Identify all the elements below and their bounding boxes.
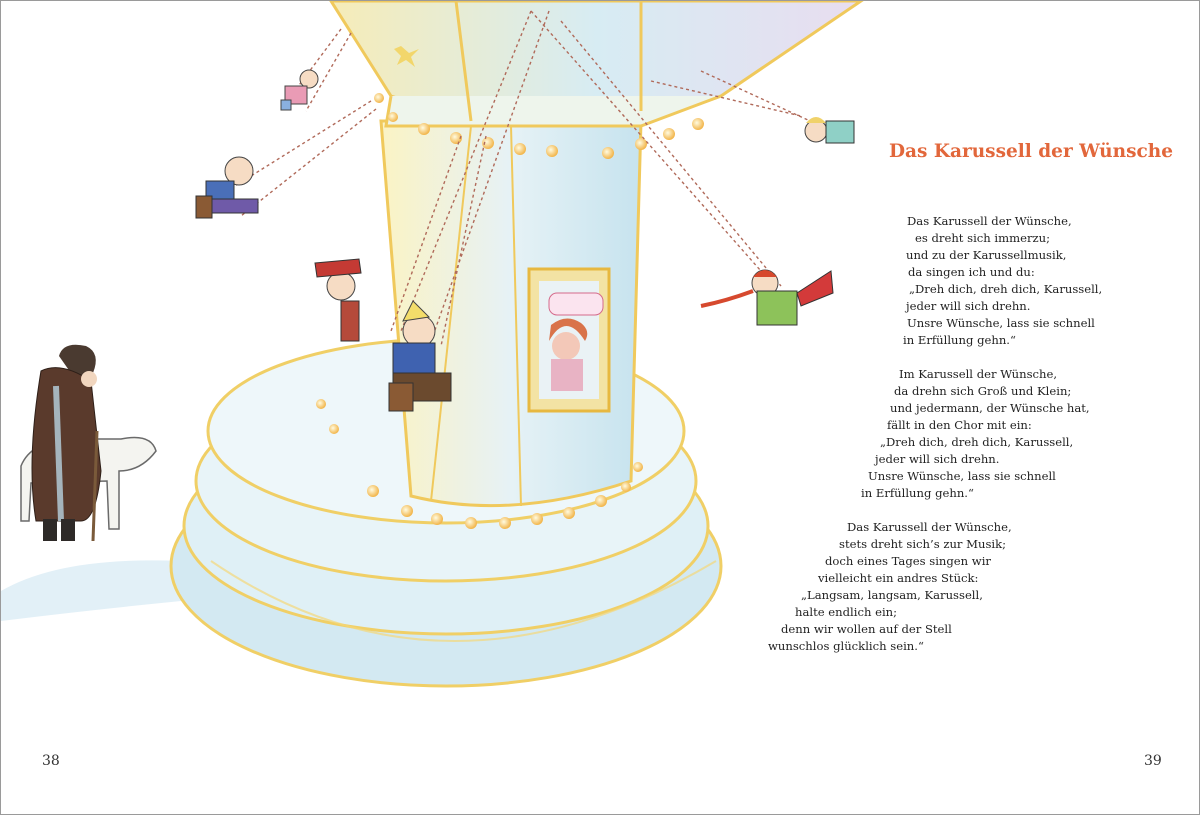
poem-line: Das Karussell der Wünsche, bbox=[847, 520, 1012, 534]
poem-line: „Dreh dich, dreh dich, Karussell, bbox=[880, 435, 1074, 449]
poem-body bbox=[1, 1, 1200, 815]
page-number-right: 39 bbox=[1144, 753, 1162, 769]
poem-line: denn wir wollen auf der Stell bbox=[781, 622, 952, 636]
poem-line: da singen ich und du: bbox=[908, 265, 1035, 279]
poem-line: stets dreht sich’s zur Musik; bbox=[839, 537, 1007, 551]
poem-line: jeder will sich drehn. bbox=[906, 299, 1031, 313]
poem-line: „Dreh dich, dreh dich, Karussell, bbox=[909, 282, 1103, 296]
page-number-left: 38 bbox=[42, 753, 60, 769]
poem-line: halte endlich ein; bbox=[795, 605, 898, 619]
poem-line: vielleicht ein andres Stück: bbox=[818, 571, 979, 585]
poem-line: in Erfüllung gehn.“ bbox=[861, 486, 974, 500]
poem-line: „Langsam, langsam, Karussell, bbox=[801, 588, 983, 602]
poem-line: jeder will sich drehn. bbox=[875, 452, 1000, 466]
poem-line: da drehn sich Groß und Klein; bbox=[894, 384, 1072, 398]
poem-line: und zu der Karussellmusik, bbox=[906, 248, 1067, 262]
poem-line: Unsre Wünsche, lass sie schnell bbox=[868, 469, 1056, 483]
poem-line: es dreht sich immerzu; bbox=[915, 231, 1051, 245]
poem-line: Im Karussell der Wünsche, bbox=[899, 367, 1058, 381]
poem-line: Das Karussell der Wünsche, bbox=[907, 214, 1072, 228]
poem-line: und jedermann, der Wünsche hat, bbox=[890, 401, 1090, 415]
poem-title: Das Karussell der Wünsche bbox=[889, 141, 1173, 162]
poem-line: Unsre Wünsche, lass sie schnell bbox=[907, 316, 1095, 330]
poem-line: fällt in den Chor mit ein: bbox=[887, 418, 1032, 432]
poem-line: in Erfüllung gehn.“ bbox=[903, 333, 1016, 347]
poem-line: doch eines Tages singen wir bbox=[825, 554, 991, 568]
poem-line: wunschlos glücklich sein.“ bbox=[768, 639, 924, 653]
